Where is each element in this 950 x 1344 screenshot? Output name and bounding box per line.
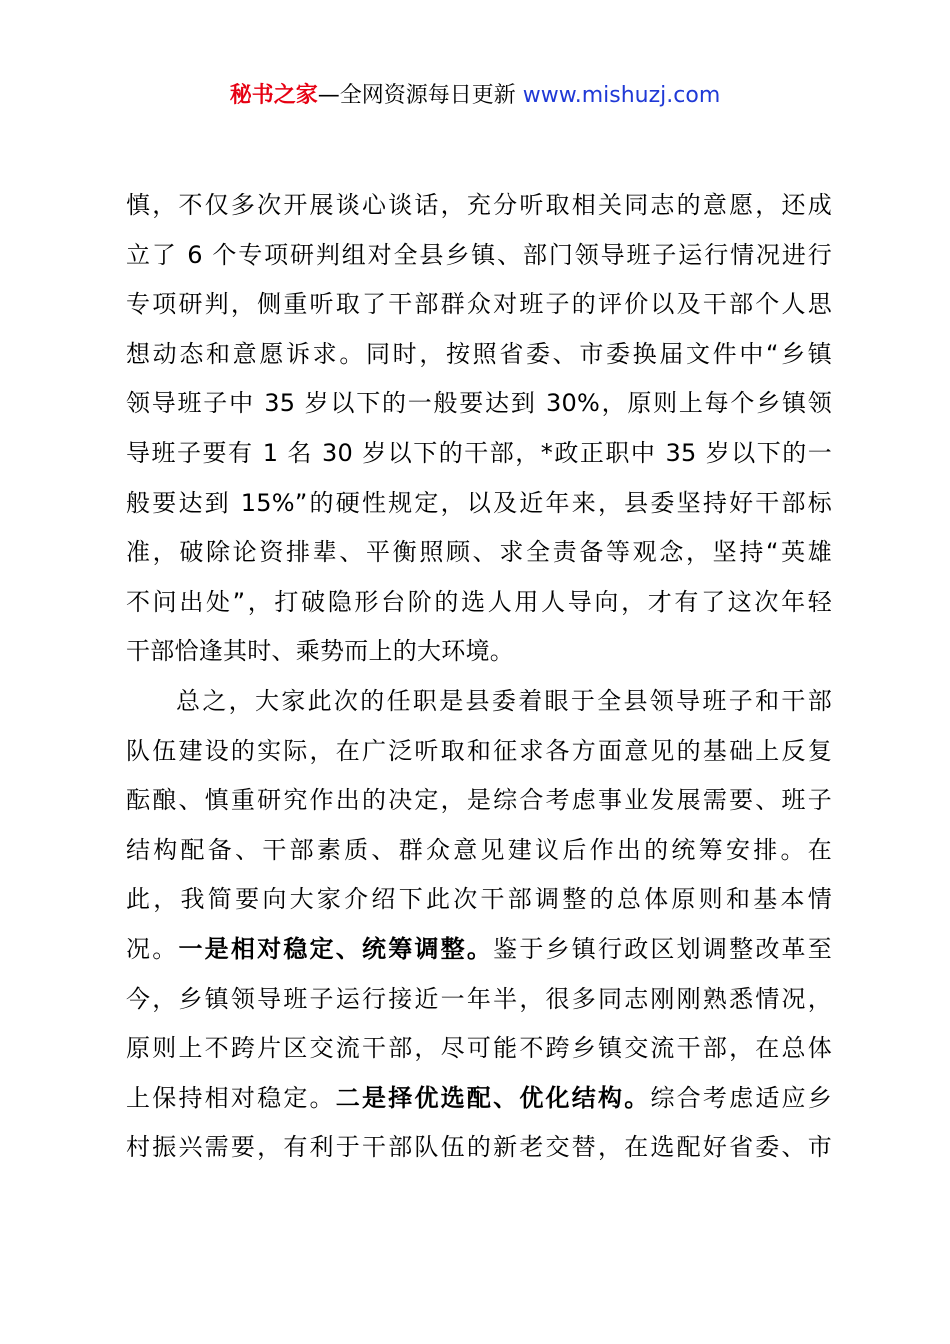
text-line: 立了 6 个专项研判组对全县乡镇、部门领导班子运行情况进行 [126,240,832,269]
text-line: 此，我简要向大家介绍下此次干部调整的总体原则和基本情 [126,885,832,914]
site-header [0,80,950,112]
text-line: 总之，大家此次的任职是县委着眼于全县领导班子和干部 [176,686,832,715]
text-line: 结构配备、干部素质、群众意见建议后作出的统筹安排。在 [126,835,832,864]
text-line: 酝酿、慎重研究作出的决定，是综合考虑事业发展需要、班子 [126,786,832,815]
bold-heading-2: 二是择优选配、优化结构。 [335,1083,651,1112]
document-body [126,181,832,1173]
text-line: 今，乡镇领导班子运行接近一年半，很多同志刚刚熟悉情况， [126,984,832,1013]
text-line: 队伍建设的实际，在广泛听取和征求各方面意见的基础上反复 [126,736,832,765]
text-run: 鉴于乡镇行政区划调整改革至 [493,934,833,963]
site-tagline: —全网资源每日更新 [317,83,516,108]
text-line: 干部恰逢其时、乘势而上的大环境。 [126,637,514,666]
text-line: 导班子要有 1 名 30 岁以下的干部，*政正职中 35 岁以下的一 [126,438,832,467]
text-run: 综合考虑适应乡 [650,1083,833,1112]
text-line: 准，破除论资排辈、平衡照顾、求全责备等观念，坚持“英雄 [126,538,832,567]
text-line: 般要达到 15%”的硬性规定，以及近年来，县委坚持好干部标 [126,488,832,517]
text-line [126,1074,832,1124]
text-run: 况。 [126,934,179,963]
text-line: 慎，不仅多次开展谈心谈话，充分听取相关同志的意愿，还成 [126,191,832,219]
text-line: 村振兴需要，有利于干部队伍的新老交替，在选配好省委、市 [126,1133,832,1162]
paragraph-2 [126,677,832,1173]
text-line: 领导班子中 35 岁以下的一般要达到 30%，原则上每个乡镇领 [126,389,832,418]
site-brand: 秘书之家 [229,83,318,108]
site-url-link[interactable]: www.mishuzj.com [522,83,721,108]
text-line [126,925,832,975]
text-line: 原则上不跨片区交流干部，尽可能不跨乡镇交流干部，在总体 [126,1034,832,1063]
bold-heading-1: 一是相对稳定、统筹调整。 [178,934,494,963]
text-line: 专项研判，侧重听取了干部群众对班子的评价以及干部个人思 [126,290,832,319]
text-line: 不问出处”，打破隐形台阶的选人用人导向，才有了这次年轻 [126,587,832,616]
paragraph-1 [126,181,832,677]
text-line: 想动态和意愿诉求。同时，按照省委、市委换届文件中“乡镇 [126,339,832,368]
text-run: 上保持相对稳定。 [126,1083,336,1112]
